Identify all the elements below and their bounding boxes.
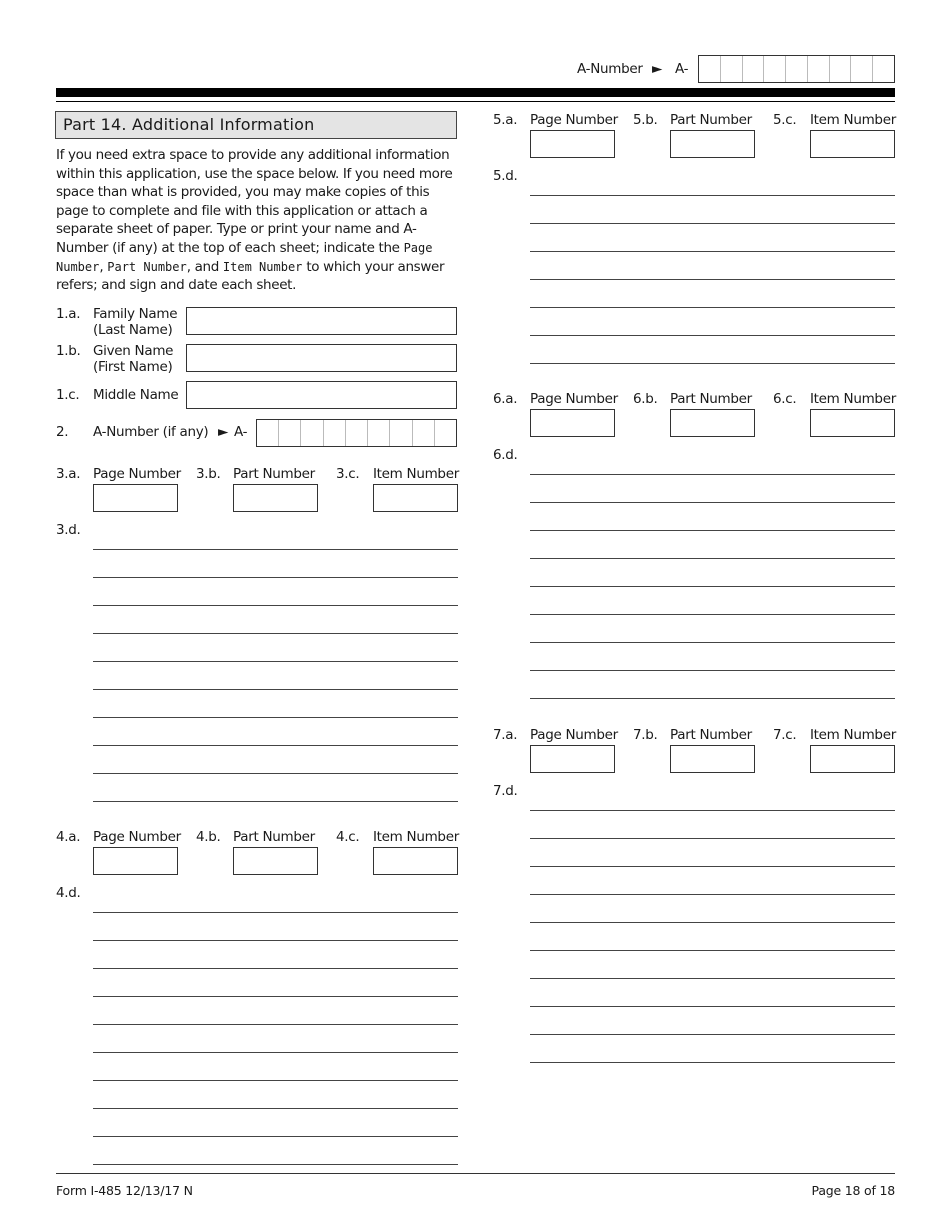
header-arrow-icon: ► [652, 61, 663, 77]
q7c-label: Item Number [810, 727, 896, 743]
q6c-number: 6.c. [773, 391, 797, 407]
q4b-label: Part Number [233, 829, 315, 845]
q6b-number: 6.b. [633, 391, 658, 407]
q6c-item-number-input[interactable] [810, 409, 895, 437]
q7a-label: Page Number [530, 727, 618, 743]
q1c-number: 1.c. [56, 387, 80, 403]
q5d-answer-line[interactable] [530, 279, 895, 280]
part-title: Part 14. Additional Information [55, 111, 457, 139]
q3a-label: Page Number [93, 466, 181, 482]
q3c-item-number-input[interactable] [373, 484, 458, 512]
q7d-answer-line[interactable] [530, 950, 895, 951]
q1b-label-line1: Given Name [93, 343, 174, 359]
q4d-answer-line[interactable] [93, 968, 458, 969]
given-name-input[interactable] [186, 344, 457, 372]
q4d-answer-line[interactable] [93, 1080, 458, 1081]
q4c-item-number-input[interactable] [373, 847, 458, 875]
q4b-part-number-input[interactable] [233, 847, 318, 875]
header-a-prefix: A- [675, 61, 689, 77]
q6d-answer-line[interactable] [530, 614, 895, 615]
q5d-number: 5.d. [493, 168, 518, 184]
q6a-page-number-input[interactable] [530, 409, 615, 437]
q5d-answer-line[interactable] [530, 363, 895, 364]
q1a-number: 1.a. [56, 306, 81, 322]
q1a-label-line1: Family Name [93, 306, 178, 322]
q6d-answer-line[interactable] [530, 698, 895, 699]
q3d-answer-line[interactable] [93, 717, 458, 718]
q7b-part-number-input[interactable] [670, 745, 755, 773]
q6c-label: Item Number [810, 391, 896, 407]
q7d-answer-line[interactable] [530, 1006, 895, 1007]
q6b-part-number-input[interactable] [670, 409, 755, 437]
q2-label: A-Number (if any) [93, 424, 209, 440]
q2-number: 2. [56, 424, 69, 440]
q7d-answer-line[interactable] [530, 866, 895, 867]
q4c-number: 4.c. [336, 829, 360, 845]
q6d-answer-line[interactable] [530, 558, 895, 559]
q1a-label-line2: (Last Name) [93, 322, 173, 338]
q7c-item-number-input[interactable] [810, 745, 895, 773]
q3a-page-number-input[interactable] [93, 484, 178, 512]
a-number-input[interactable] [256, 419, 457, 447]
q3d-answer-line[interactable] [93, 745, 458, 746]
q3d-answer-line[interactable] [93, 801, 458, 802]
q5a-page-number-input[interactable] [530, 130, 615, 158]
q6a-label: Page Number [530, 391, 618, 407]
q4a-label: Page Number [93, 829, 181, 845]
q4b-number: 4.b. [196, 829, 221, 845]
q6d-answer-line[interactable] [530, 530, 895, 531]
q5d-answer-line[interactable] [530, 195, 895, 196]
family-name-input[interactable] [186, 307, 457, 335]
q4d-answer-line[interactable] [93, 996, 458, 997]
q6d-answer-line[interactable] [530, 642, 895, 643]
q6d-answer-line[interactable] [530, 586, 895, 587]
q2-arrow-icon: ► [218, 424, 229, 440]
header-a-number-input[interactable] [698, 55, 895, 83]
q3d-answer-line[interactable] [93, 661, 458, 662]
q3d-answer-line[interactable] [93, 689, 458, 690]
q3d-answer-line[interactable] [93, 577, 458, 578]
q6a-number: 6.a. [493, 391, 518, 407]
q1b-label-line2: (First Name) [93, 359, 173, 375]
q4d-answer-line[interactable] [93, 912, 458, 913]
part-instructions: If you need extra space to provide any additional information within this application, use the space below. If you need more space than what is provided, you may make copies of this page to complete and file with this application or attach a separate sheet of paper. Type or print your name and A-Number (if any) at the top of each sheet; indicate the Page Number, Part Number, and Item Number to which your answer refers; and sign and date each sheet. [56, 147, 453, 294]
q4a-number: 4.a. [56, 829, 81, 845]
q4d-answer-line[interactable] [93, 1136, 458, 1137]
q6d-number: 6.d. [493, 447, 518, 463]
q6b-label: Part Number [670, 391, 752, 407]
q2-a-prefix: A- [234, 424, 248, 440]
q4d-answer-line[interactable] [93, 1108, 458, 1109]
q7d-answer-line[interactable] [530, 978, 895, 979]
q3d-number: 3.d. [56, 522, 81, 538]
header-thin-rule [56, 101, 895, 102]
q5a-number: 5.a. [493, 112, 518, 128]
q1b-number: 1.b. [56, 343, 81, 359]
q4a-page-number-input[interactable] [93, 847, 178, 875]
q7d-number: 7.d. [493, 783, 518, 799]
q5c-label: Item Number [810, 112, 896, 128]
q4c-label: Item Number [373, 829, 459, 845]
q7d-answer-line[interactable] [530, 1034, 895, 1035]
q7d-answer-line[interactable] [530, 894, 895, 895]
q4d-answer-line[interactable] [93, 940, 458, 941]
q3b-label: Part Number [233, 466, 315, 482]
q5d-answer-line[interactable] [530, 335, 895, 336]
q3c-label: Item Number [373, 466, 459, 482]
q4d-answer-line[interactable] [93, 1024, 458, 1025]
q5c-number: 5.c. [773, 112, 797, 128]
q5d-answer-line[interactable] [530, 251, 895, 252]
q5b-part-number-input[interactable] [670, 130, 755, 158]
q7b-label: Part Number [670, 727, 752, 743]
q3d-answer-line[interactable] [93, 633, 458, 634]
q3d-answer-line[interactable] [93, 605, 458, 606]
q4d-answer-line[interactable] [93, 1052, 458, 1053]
q7c-number: 7.c. [773, 727, 797, 743]
q7d-answer-line[interactable] [530, 922, 895, 923]
q6d-answer-line[interactable] [530, 474, 895, 475]
q3a-number: 3.a. [56, 466, 81, 482]
q3b-part-number-input[interactable] [233, 484, 318, 512]
q6d-answer-line[interactable] [530, 670, 895, 671]
q1c-label: Middle Name [93, 387, 179, 403]
footer-form-id: Form I-485 12/13/17 N [56, 1183, 193, 1198]
q7d-answer-line[interactable] [530, 810, 895, 811]
q3b-number: 3.b. [196, 466, 221, 482]
q5d-answer-line[interactable] [530, 307, 895, 308]
header-thick-rule [56, 88, 895, 97]
q4d-answer-line[interactable] [93, 1164, 458, 1165]
footer-rule [56, 1173, 895, 1174]
header-a-number-label: A-Number [577, 61, 643, 77]
q7d-answer-line[interactable] [530, 1062, 895, 1063]
q7b-number: 7.b. [633, 727, 658, 743]
q5b-label: Part Number [670, 112, 752, 128]
q3d-answer-line[interactable] [93, 549, 458, 550]
q7a-page-number-input[interactable] [530, 745, 615, 773]
q5c-item-number-input[interactable] [810, 130, 895, 158]
q5d-answer-line[interactable] [530, 223, 895, 224]
q3c-number: 3.c. [336, 466, 360, 482]
q4d-number: 4.d. [56, 885, 81, 901]
q6d-answer-line[interactable] [530, 502, 895, 503]
footer-page-number: Page 18 of 18 [811, 1183, 895, 1198]
q3d-answer-line[interactable] [93, 773, 458, 774]
q7a-number: 7.a. [493, 727, 518, 743]
q7d-answer-line[interactable] [530, 838, 895, 839]
q5a-label: Page Number [530, 112, 618, 128]
q5b-number: 5.b. [633, 112, 658, 128]
middle-name-input[interactable] [186, 381, 457, 409]
